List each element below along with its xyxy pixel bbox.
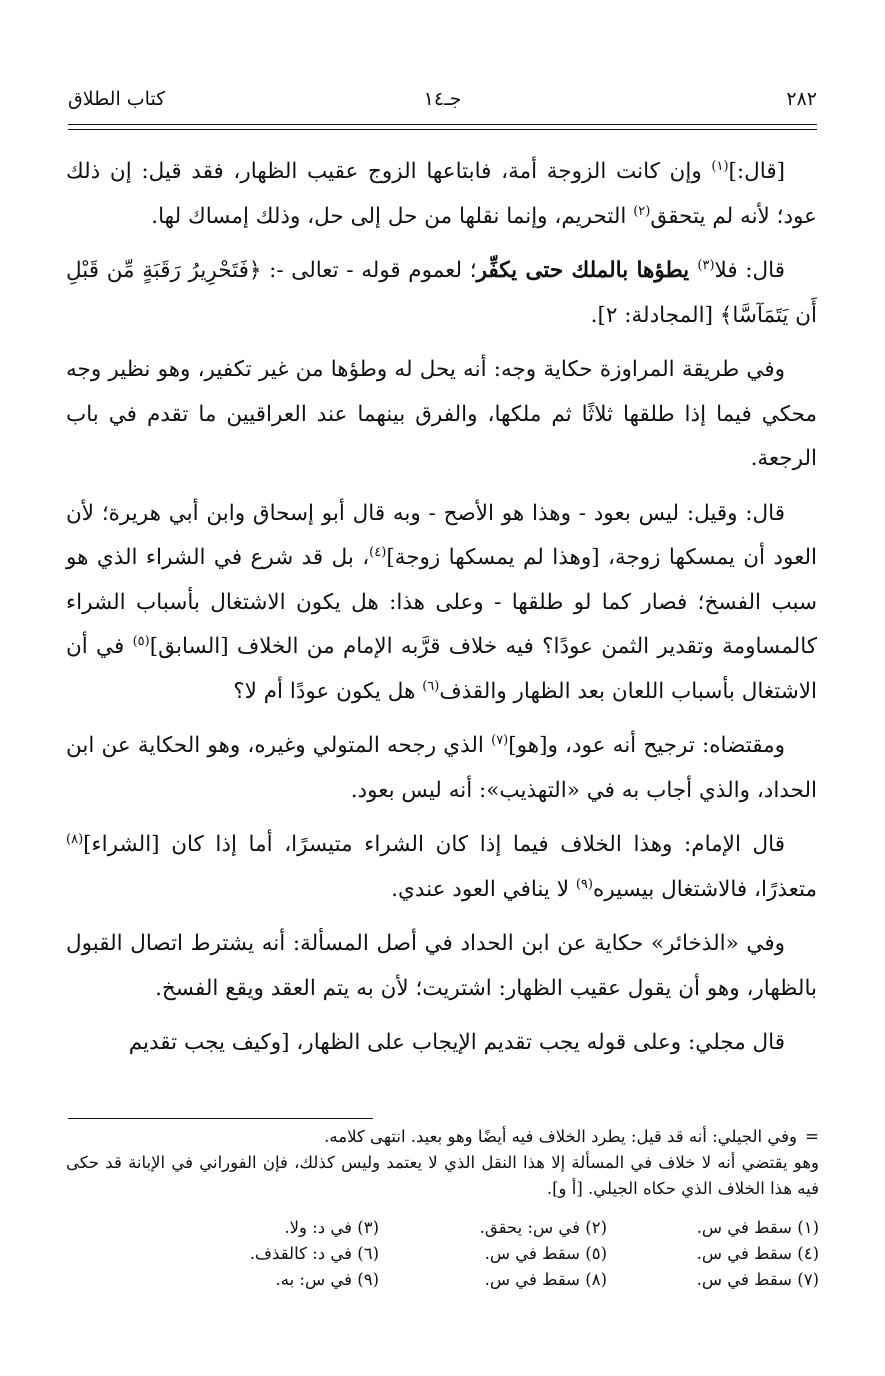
text-segment: هل يكون عودًا أم لا؟: [233, 678, 423, 704]
volume-label: جـ١٤: [423, 88, 462, 110]
text-segment: ومقتضاه: ترجيح أنه عود، و[هو]: [508, 733, 786, 758]
text-segment: ؛ لعموم قوله - تعالى -: ﴿فَتَحْرِيرُ رَقَبَةٍ مِّن قَبْلِ أَن يَتَمَآسَّا﴾ [المجادلة: ٢].: [66, 258, 817, 328]
paragraph-1: [66, 150, 817, 239]
footnote-item: (٢) في س: يحقق.: [479, 1218, 607, 1237]
header-rule-thin: [68, 129, 817, 130]
footnote-item: (٣) في د: ولا.: [284, 1218, 379, 1237]
text-segment: متعذرًا، فالاشتغال بيسيره: [592, 876, 817, 902]
footnote-item: (٧) سقط في س.: [696, 1270, 819, 1289]
footnote-row: [66, 1244, 819, 1270]
footnote-row: [66, 1270, 819, 1296]
continuation-mark: =: [805, 1127, 819, 1146]
footnote-ref[interactable]: (٩): [575, 876, 593, 892]
text-segment: قال: فلا: [714, 258, 785, 283]
footnote-item: (٩) في س: به.: [275, 1270, 379, 1289]
footnote-ref[interactable]: (٤): [369, 544, 387, 560]
paragraph-3: [66, 348, 817, 482]
text-segment: الذي رجحه المتولي وغيره، وهو الحكاية عن ابن الحداد، والذي أجاب به في «التهذيب»: أنه ليس بعود.: [66, 733, 817, 803]
footnote-ref[interactable]: (٢): [633, 203, 651, 219]
footnote-ref[interactable]: (١): [711, 158, 729, 174]
footnote-ref[interactable]: (٣): [697, 257, 715, 273]
footnote-list: [66, 1218, 819, 1296]
book-title: كتاب الطلاق: [68, 88, 166, 110]
footnote-item: (٤) سقط في س.: [696, 1244, 819, 1263]
footnote-separator: [68, 1118, 373, 1119]
text-segment: قال الإمام: وهذا الخلاف فيما إذا كان الشراء متيسرًا، أما إذا كان [الشراء]: [83, 832, 785, 857]
paragraph-2: [66, 249, 817, 338]
paragraph-8: [66, 1021, 817, 1066]
text-segment: قال مجلي: وعلى قوله يجب تقديم الإيجاب على الظهار، [وكيف يجب تقديم: [128, 1030, 785, 1055]
footnote-item: (٥) سقط في س.: [484, 1244, 607, 1263]
footnote-ref[interactable]: (٨): [66, 831, 84, 847]
paragraph-5: [66, 724, 817, 813]
text-segment: وفي «الذخائر» حكاية عن ابن الحداد في أصل المسألة: أنه يشترط اتصال القبول بالظهار، وهو أن يقول عقيب الظهار: اشتريت؛ لأن به يتم العقد ويقع الفسخ.: [66, 931, 817, 1001]
paragraph-7: [66, 922, 817, 1011]
text-segment: في أن الاشتغال بأسباب اللعان بعد الظهار والقذف: [66, 634, 817, 704]
text-segment: قال: وقيل: ليس بعود - وهذا هو الأصح - وبه قال أبو إسحاق وابن أبي هريرة؛ لأن العود أن يمسكها زوجة، [وهذا لم يمسكها زوجة]: [66, 500, 817, 570]
footnote-line: [66, 1124, 819, 1150]
text-segment: ، بل قد شرع في الشراء الذي هو سبب الفسخ؛ فصار كما لو طلقها - وعلى هذا: هل يكون الاشتغال بأسباب الشراء كالمساومة وتقدير الثمن عودًا؟ فيه خلاف قرَّبه الإمام من الخلاف [السابق]: [66, 545, 817, 659]
footnote-item: (٦) في د: كالقذف.: [249, 1244, 379, 1263]
text-segment: [قال:]: [728, 159, 785, 184]
footnote-row: [66, 1218, 819, 1244]
paragraph-4: [66, 492, 817, 715]
footnote-continuation: [66, 1124, 819, 1202]
footnote-text: وفي الجيلي: أنه قد قيل: يطرد الخلاف فيه أيضًا وهو بعيد. انتهى كلامه.: [324, 1127, 797, 1146]
matn-bold-text: يطؤها بالملك حتى يكفِّر: [476, 258, 698, 283]
footnote-ref[interactable]: (٧): [491, 732, 509, 748]
footnote-ref[interactable]: (٥): [132, 633, 150, 649]
footnote-item: (٨) سقط في س.: [484, 1270, 607, 1289]
text-segment: وإن كانت الزوجة أمة، فابتاعها الزوج عقيب الظهار، فقد قيل: إن ذلك عود؛ لأنه لم يتحقق: [66, 159, 817, 229]
header-rule-thick: [68, 124, 817, 125]
main-text: [66, 150, 817, 1076]
text-segment: التحريم، وإنما نقلها من حل إلى حل، وذلك إمساك لها.: [151, 203, 634, 229]
footnote-line: وهو يقتضي أنه لا خلاف في المسألة إلا هذا النقل الذي لا يعتمد وليس كذلك، فإن الفوراني في الإبانة قد حكى فيه هذا الخلاف الذي حكاه الجيلي. [أ و].: [66, 1153, 819, 1198]
running-header: [68, 88, 817, 122]
page-number: ٢٨٢: [786, 88, 817, 110]
text-segment: لا ينافي العود عندي.: [391, 876, 576, 902]
footnote-item: (١) سقط في س.: [696, 1218, 819, 1237]
footnote-ref[interactable]: (٦): [422, 678, 440, 694]
text-segment: وفي طريقة المراوزة حكاية وجه: أنه يحل له وطؤها من غير تكفير، وهو نظير وجه محكي فيما إذا طلقها ثلاثًا ثم ملكها، والفرق بينهما عند العراقيين ما تقدم في باب الرجعة.: [66, 357, 817, 471]
paragraph-6: [66, 823, 817, 912]
